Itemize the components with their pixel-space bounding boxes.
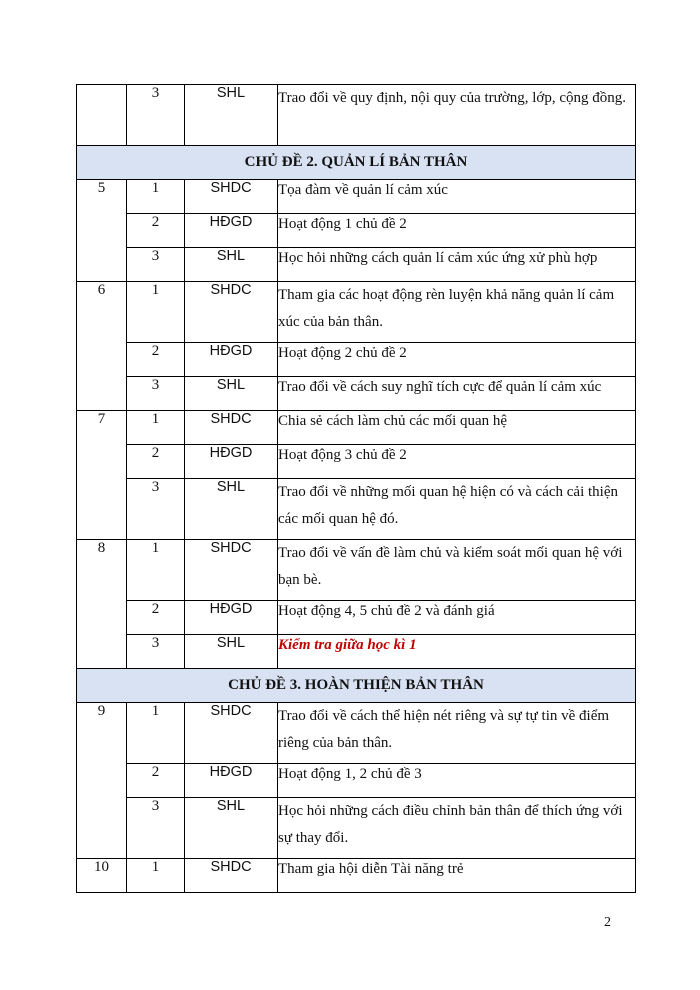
- topic-row: [77, 669, 636, 703]
- activity-cell: Hoạt động 2 chủ đề 2: [278, 343, 636, 377]
- table-row: [77, 343, 636, 377]
- topic-heading: CHỦ ĐỀ 2. QUẢN LÍ BẢN THÂN: [77, 146, 636, 180]
- lesson-cell: 1: [127, 703, 185, 764]
- type-cell: SHL: [185, 377, 278, 411]
- table-row: [77, 798, 636, 859]
- lesson-cell: 3: [127, 635, 185, 669]
- lesson-cell: 1: [127, 411, 185, 445]
- type-cell: HĐGD: [185, 214, 278, 248]
- activity-cell: Hoạt động 4, 5 chủ đề 2 và đánh giá: [278, 601, 636, 635]
- type-cell: HĐGD: [185, 343, 278, 377]
- lesson-cell: 2: [127, 343, 185, 377]
- table-row: [77, 282, 636, 343]
- week-cell: 10: [77, 859, 127, 893]
- table-row: [77, 540, 636, 601]
- lesson-cell: 2: [127, 601, 185, 635]
- activity-cell: Hoạt động 1 chủ đề 2: [278, 214, 636, 248]
- type-cell: HĐGD: [185, 601, 278, 635]
- topic-row: [77, 146, 636, 180]
- type-cell: SHDC: [185, 411, 278, 445]
- table-row: [77, 248, 636, 282]
- table-row: [77, 85, 636, 146]
- topic-heading: CHỦ ĐỀ 3. HOÀN THIỆN BẢN THÂN: [77, 669, 636, 703]
- table-row: [77, 601, 636, 635]
- lesson-cell: 3: [127, 798, 185, 859]
- activity-cell: Học hỏi những cách quản lí cảm xúc ứng xử phù hợp: [278, 248, 636, 282]
- type-cell: SHDC: [185, 180, 278, 214]
- activity-cell: Chia sẻ cách làm chủ các mối quan hệ: [278, 411, 636, 445]
- lesson-cell: 1: [127, 282, 185, 343]
- activity-cell: Tọa đàm về quản lí cảm xúc: [278, 180, 636, 214]
- page-number: 2: [604, 915, 611, 930]
- activity-cell: Trao đổi về những mối quan hệ hiện có và cách cải thiện các mối quan hệ đó.: [278, 479, 636, 540]
- table-row: [77, 180, 636, 214]
- type-cell: SHL: [185, 635, 278, 669]
- activity-cell: Hoạt động 1, 2 chủ đề 3: [278, 764, 636, 798]
- lesson-cell: 1: [127, 540, 185, 601]
- type-cell: SHL: [185, 248, 278, 282]
- week-cell: 6: [77, 282, 127, 411]
- activity-cell: Học hỏi những cách điều chỉnh bản thân để thích ứng với sự thay đổi.: [278, 798, 636, 859]
- type-cell: SHL: [185, 85, 278, 146]
- activity-cell: Trao đổi về cách suy nghĩ tích cực để quản lí cảm xúc: [278, 377, 636, 411]
- lesson-cell: 2: [127, 214, 185, 248]
- week-cell: [77, 85, 127, 146]
- table-row: [77, 411, 636, 445]
- activity-cell: Trao đổi về vấn đề làm chủ và kiểm soát mối quan hệ với bạn bè.: [278, 540, 636, 601]
- schedule-table: [76, 84, 636, 893]
- table-row: [77, 377, 636, 411]
- week-cell: 9: [77, 703, 127, 859]
- lesson-cell: 2: [127, 445, 185, 479]
- type-cell: SHL: [185, 479, 278, 540]
- type-cell: HĐGD: [185, 764, 278, 798]
- week-cell: 5: [77, 180, 127, 282]
- type-cell: SHDC: [185, 282, 278, 343]
- table-row: [77, 479, 636, 540]
- lesson-cell: 3: [127, 85, 185, 146]
- type-cell: SHDC: [185, 859, 278, 893]
- lesson-cell: 3: [127, 479, 185, 540]
- lesson-cell: 3: [127, 248, 185, 282]
- week-cell: 8: [77, 540, 127, 669]
- type-cell: SHDC: [185, 703, 278, 764]
- activity-cell: Trao đổi về cách thể hiện nét riêng và sự tự tin về điểm riêng của bản thân.: [278, 703, 636, 764]
- table-row: [77, 214, 636, 248]
- table-row: [77, 703, 636, 764]
- table-row: [77, 635, 636, 669]
- lesson-cell: 1: [127, 859, 185, 893]
- activity-cell: Tham gia hội diễn Tài năng trẻ: [278, 859, 636, 893]
- type-cell: SHDC: [185, 540, 278, 601]
- lesson-cell: 2: [127, 764, 185, 798]
- activity-cell: Trao đổi về quy định, nội quy của trường, lớp, cộng đồng.: [278, 85, 636, 146]
- lesson-cell: 1: [127, 180, 185, 214]
- lesson-cell: 3: [127, 377, 185, 411]
- table-row: [77, 445, 636, 479]
- week-cell: 7: [77, 411, 127, 540]
- midterm-exam-cell: Kiểm tra giữa học kì 1: [278, 635, 636, 669]
- activity-cell: Hoạt động 3 chủ đề 2: [278, 445, 636, 479]
- type-cell: SHL: [185, 798, 278, 859]
- table-row: [77, 859, 636, 893]
- table-row: [77, 764, 636, 798]
- type-cell: HĐGD: [185, 445, 278, 479]
- activity-cell: Tham gia các hoạt động rèn luyện khả năng quản lí cảm xúc của bản thân.: [278, 282, 636, 343]
